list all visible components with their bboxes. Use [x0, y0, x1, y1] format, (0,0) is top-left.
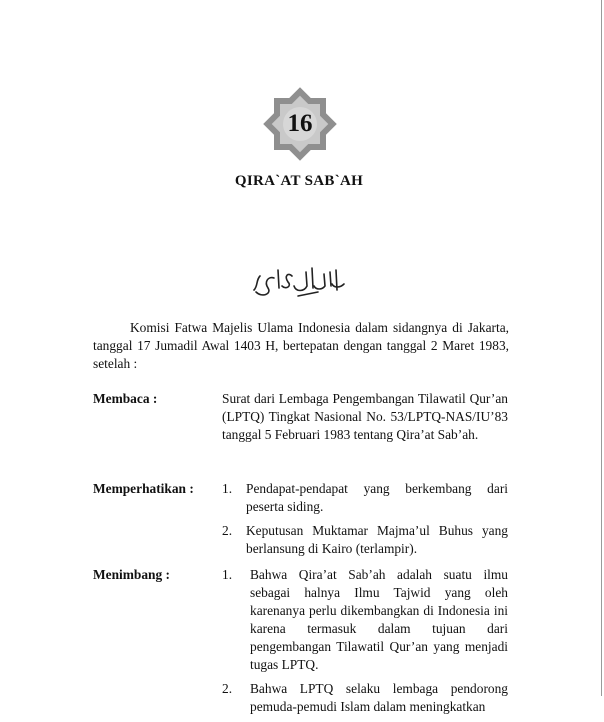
section-label-memperhatikan: Memperhatikan :	[93, 481, 194, 496]
list-item: 2. Bahwa LPTQ selaku lembaga pendorong pemuda-pemudi Islam dalam meningkatkan	[222, 681, 508, 714]
chapter-number: 16	[287, 110, 313, 137]
chapter-title: QIRA`AT SAB`AH	[234, 173, 364, 189]
list-item: 1. Bahwa Qira’at Sab’ah adalah suatu ilmu sebagai halnya Ilmu Tajwid yang oleh karenanya perlu dikembangkan di Indonesia ini karena termasuk dalam tujuan dari pengembangan Tilawatil Qur’an yang menjadi tugas LPTQ.	[222, 567, 508, 672]
section-list-memperhatikan	[222, 480, 508, 564]
chapter-number-badge	[262, 86, 338, 162]
section-label-menimbang: Menimbang :	[93, 567, 170, 582]
section-body-membaca: Surat dari Lembaga Pengembangan Tilawatil Qur’an (LPTQ) Tingkat Nasional No. 53/LPTQ-NAS/IU’83 tanggal 5 Februari 1983 tentang Qira’at Sab’ah.	[222, 391, 508, 442]
intro-paragraph: Komisi Fatwa Majelis Ulama Indonesia dalam sidangnya di Jakarta, tanggal 17 Jumadil Awal 1403 H, bertepatan dengan tanggal 2 Maret 1983, setelah :	[93, 320, 509, 371]
page-edge-line	[601, 0, 602, 696]
basmalah-calligraphy-icon	[248, 262, 348, 308]
section-label-membaca: Membaca :	[93, 391, 158, 406]
list-item: 1. Pendapat-pendapat yang berkembang dari peserta siding.	[222, 481, 508, 514]
section-list-menimbang	[222, 566, 508, 722]
list-item: 2. Keputusan Muktamar Majma’ul Buhus yang berlansung di Kairo (terlampir).	[222, 523, 508, 556]
